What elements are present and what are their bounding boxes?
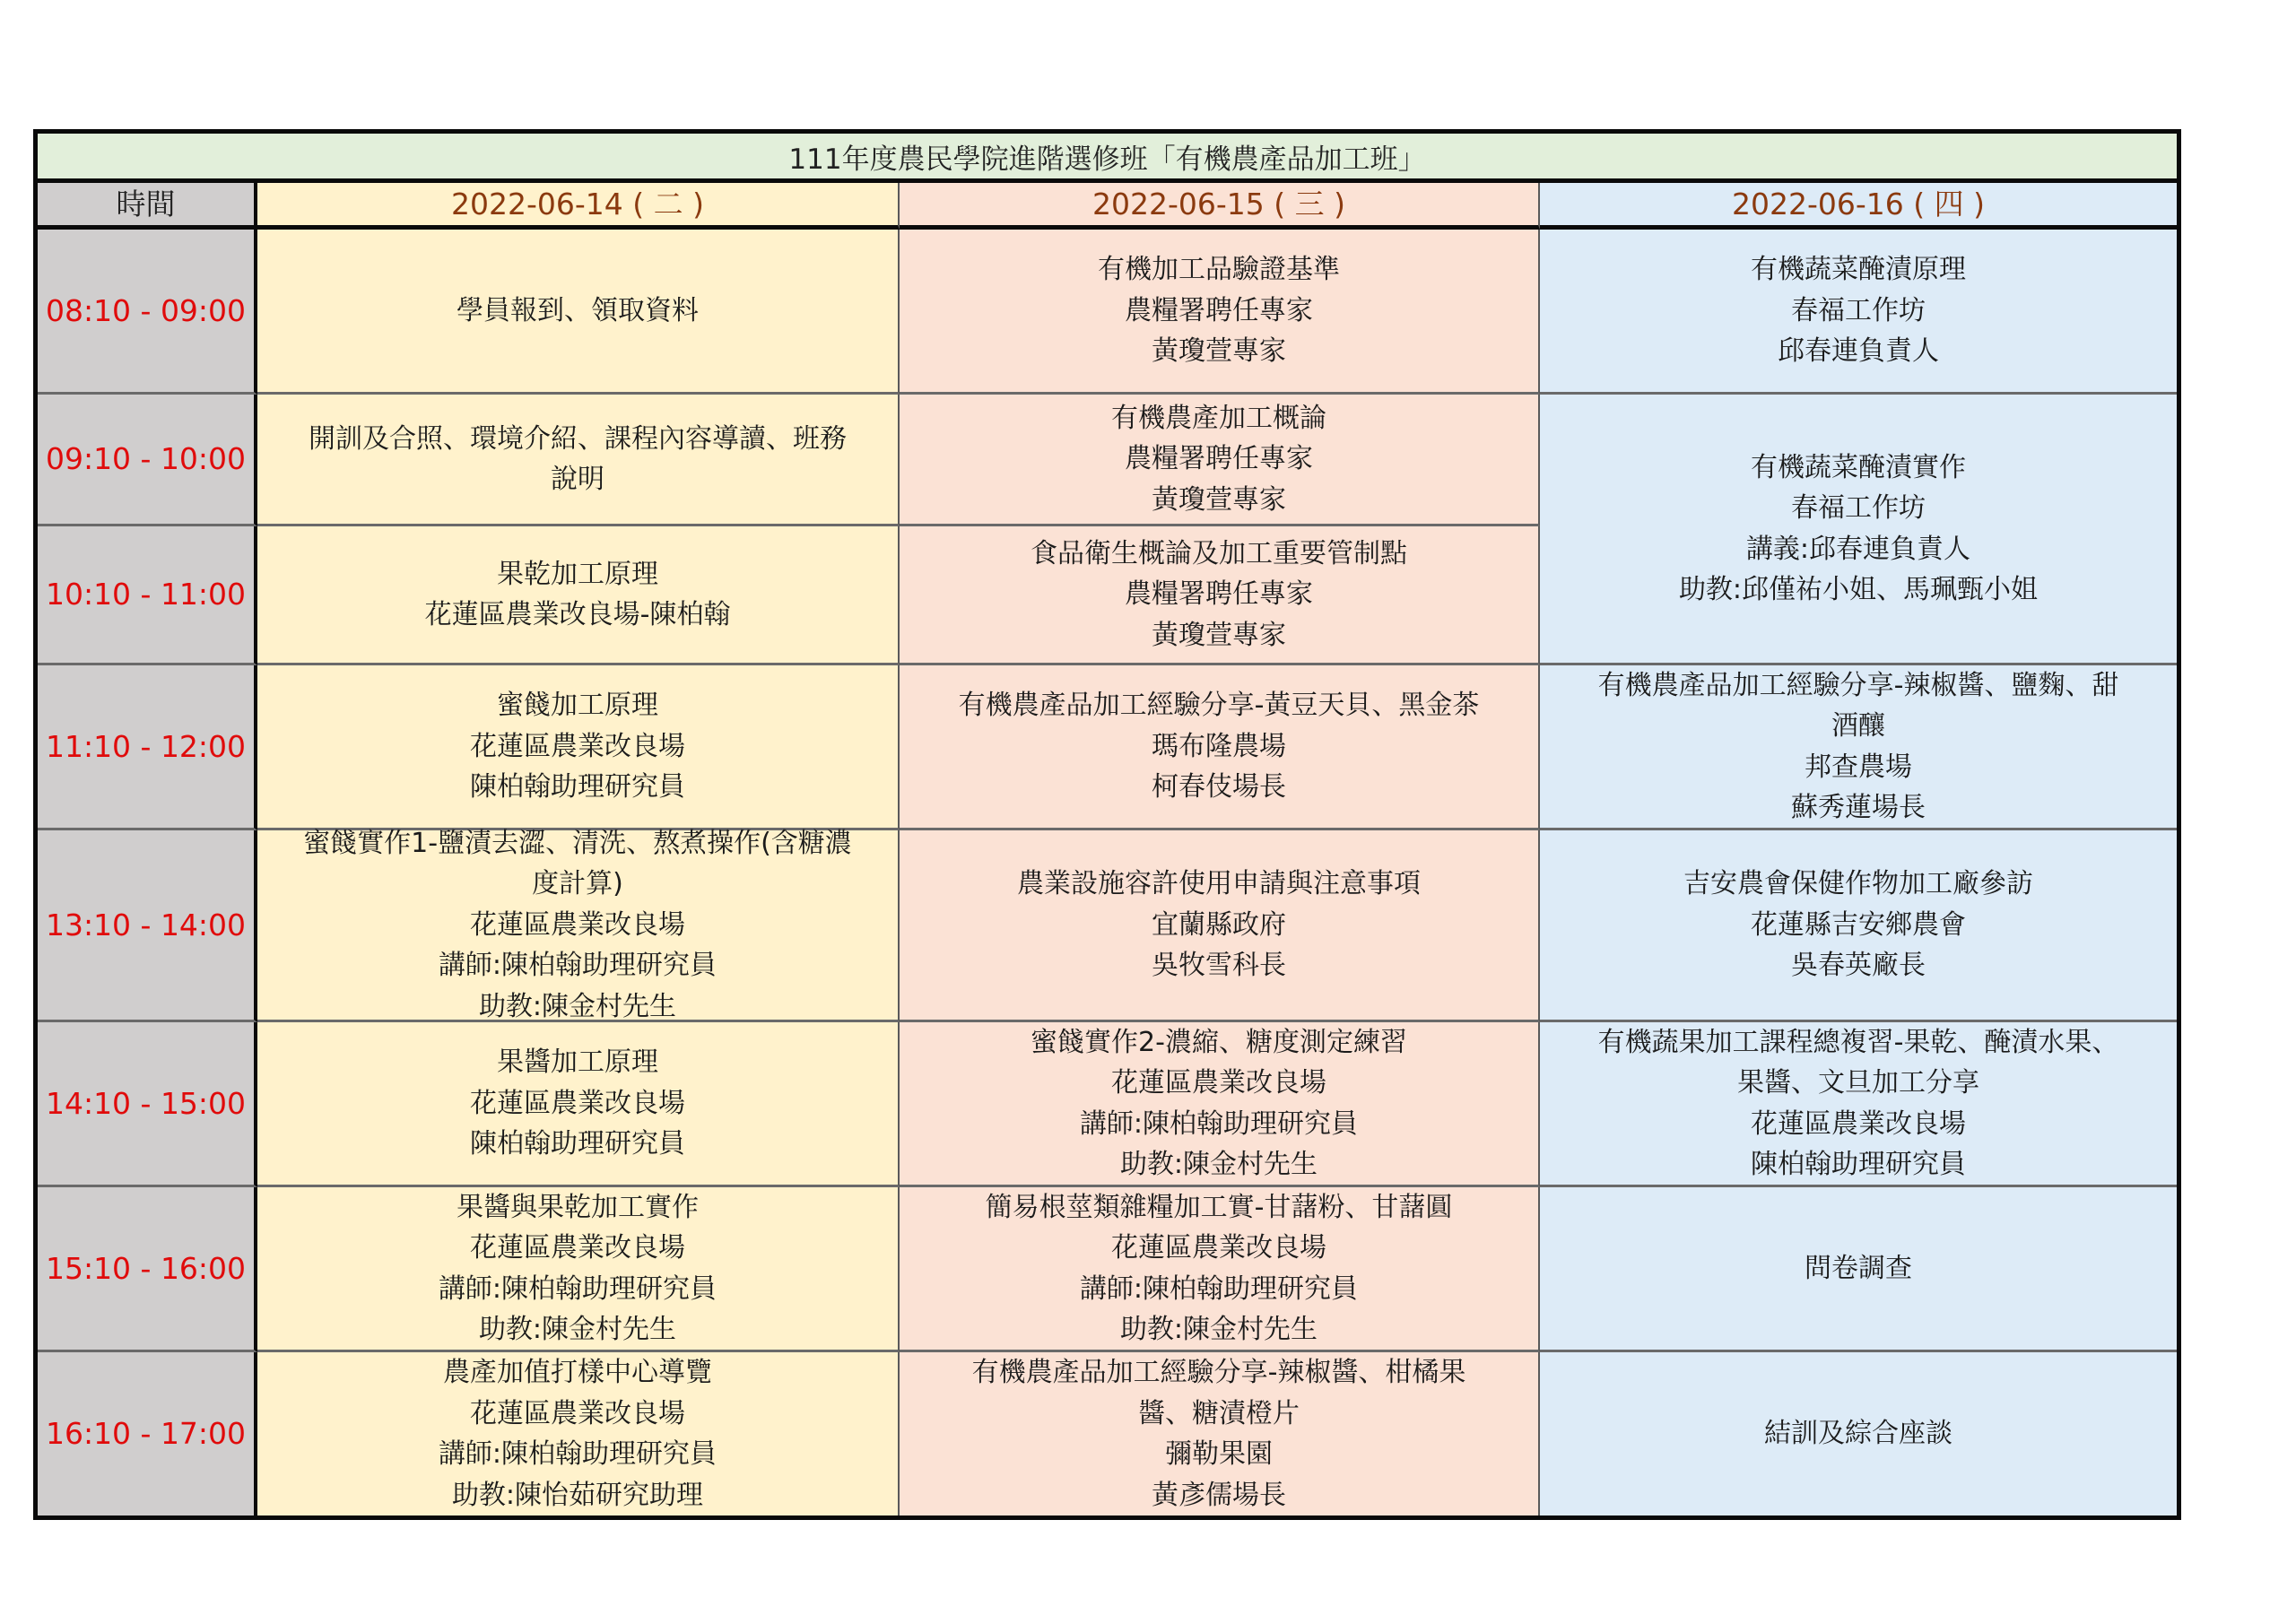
session-line: 花蓮區農業改良場 — [1751, 1107, 1966, 1140]
header-day-3: 2022-06-16 ( 四 ) — [1540, 183, 2177, 230]
session-line: 花蓮區農業改良場 — [470, 1232, 685, 1264]
session-line: 春福工作坊 — [1791, 492, 1926, 524]
session-cell-day-2 — [900, 665, 1540, 830]
session-line: 果醬與果乾加工實作 — [457, 1191, 699, 1223]
session-line: 果乾加工原理 — [497, 558, 658, 590]
session-line: 學員報到、領取資料 — [457, 294, 699, 326]
session-line: 醬、糖漬橙片 — [1138, 1397, 1300, 1429]
header-time: 時間 — [38, 183, 257, 230]
session-line: 講師:陳柏翰助理研究員 — [1079, 1107, 1359, 1140]
session-line: 柯春伎場長 — [1152, 771, 1286, 803]
session-cell-day-3 — [1540, 1352, 2177, 1515]
session-line: 有機蔬菜醃漬實作 — [1751, 451, 1966, 483]
session-cell-day-3 — [1540, 665, 2177, 830]
session-cell-day-2 — [900, 526, 1540, 665]
time-slot: 14:10 - 15:00 — [38, 1022, 257, 1187]
session-line: 助教:陳怡茹研究助理 — [451, 1479, 704, 1511]
session-line: 黃瓊萱專家 — [1152, 619, 1286, 651]
session-line: 問卷調查 — [1805, 1252, 1912, 1284]
session-line: 助教:邱僅祐小姐、馬珮甄小姐 — [1678, 574, 2039, 605]
session-line: 農業設施容許使用申請與注意事項 — [1017, 868, 1421, 900]
session-line: 花蓮區農業改良場 — [470, 730, 685, 762]
session-line: 講師:陳柏翰助理研究員 — [1079, 1272, 1359, 1305]
table-title: 111年度農民學院進階選修班「有機農產品加工班」 — [38, 134, 2177, 183]
session-line: 農糧署聘任專家 — [1125, 443, 1313, 475]
session-line: 蜜餞實作2-濃縮、糖度測定練習 — [1031, 1026, 1407, 1058]
session-line: 有機加工品驗證基準 — [1098, 254, 1340, 286]
session-cell-day-1 — [257, 526, 900, 665]
session-line: 春福工作坊 — [1791, 294, 1926, 326]
time-slot: 11:10 - 12:00 — [38, 665, 257, 830]
session-line: 度計算) — [532, 868, 623, 900]
session-line: 陳柏翰助理研究員 — [470, 1128, 685, 1160]
session-line: 有機農產加工概論 — [1111, 402, 1326, 434]
time-slot: 10:10 - 11:00 — [38, 526, 257, 665]
session-cell-day-3 — [1540, 230, 2177, 395]
session-line: 宜蘭縣政府 — [1152, 908, 1286, 941]
session-line: 助教:陳金村先生 — [1119, 1314, 1318, 1345]
session-cell-day-3 — [1540, 1187, 2177, 1352]
session-line: 蜜餞加工原理 — [497, 690, 658, 722]
session-line: 花蓮區農業改良場 — [470, 1397, 685, 1429]
session-cell-day-2 — [900, 1352, 1540, 1515]
session-line: 黃彥儒場長 — [1152, 1479, 1286, 1511]
time-slot: 09:10 - 10:00 — [38, 395, 257, 526]
session-cell-day-1 — [257, 1187, 900, 1352]
session-line: 吳春英廠長 — [1791, 950, 1926, 982]
session-line: 有機農產品加工經驗分享-黃豆天貝、黑金茶 — [958, 690, 1480, 722]
session-line: 花蓮區農業改良場 — [470, 1087, 685, 1119]
schedule-grid — [38, 183, 2177, 1515]
session-cell-day-1 — [257, 1022, 900, 1187]
session-line: 助教:陳金村先生 — [478, 990, 677, 1022]
time-slot: 16:10 - 17:00 — [38, 1352, 257, 1515]
session-line: 農糧署聘任專家 — [1125, 578, 1313, 611]
session-line: 果醬、文旦加工分享 — [1737, 1067, 1979, 1099]
session-line: 有機農產品加工經驗分享-辣椒醬、鹽麴、甜 — [1597, 669, 2119, 701]
session-cell-day-1 — [257, 827, 900, 1022]
session-line: 有機農產品加工經驗分享-辣椒醬、柑橘果 — [971, 1357, 1466, 1388]
time-slot: 15:10 - 16:00 — [38, 1187, 257, 1352]
header-day-1: 2022-06-14 ( 二 ) — [257, 183, 900, 230]
session-cell-day-1 — [257, 665, 900, 830]
session-line: 講義:邱春連負責人 — [1745, 533, 1971, 565]
session-cell-day-2 — [900, 1022, 1540, 1187]
header-day-2: 2022-06-15 ( 三 ) — [900, 183, 1540, 230]
session-line: 花蓮縣吉安鄉農會 — [1751, 908, 1966, 941]
session-line: 黃瓊萱專家 — [1152, 483, 1286, 516]
session-line: 助教:陳金村先生 — [1119, 1149, 1318, 1180]
session-line: 瑪布隆農場 — [1152, 730, 1286, 762]
session-line: 講師:陳柏翰助理研究員 — [438, 950, 718, 982]
session-line: 吳牧雪科長 — [1152, 950, 1286, 982]
session-line: 花蓮區農業改良場 — [470, 908, 685, 941]
session-line: 講師:陳柏翰助理研究員 — [438, 1438, 718, 1470]
session-line: 農產加值打樣中心導覽 — [443, 1357, 712, 1388]
session-line: 開訓及合照、環境介紹、課程內容導讀、班務 — [309, 422, 847, 455]
session-line: 說明 — [551, 464, 604, 495]
session-line: 蘇秀蓮場長 — [1791, 792, 1926, 823]
session-line: 簡易根莖類雜糧加工實-甘藷粉、甘藷圓 — [985, 1191, 1453, 1223]
time-slot: 08:10 - 09:00 — [38, 230, 257, 395]
session-cell-day-1 — [257, 395, 900, 526]
session-line: 陳柏翰助理研究員 — [1751, 1149, 1966, 1180]
session-line: 花蓮區農業改良場-陳柏翰 — [424, 599, 731, 630]
session-line: 酒釀 — [1831, 710, 1885, 742]
session-line: 農糧署聘任專家 — [1125, 294, 1313, 326]
session-cell-day-2 — [900, 395, 1540, 526]
session-cell-day-3 — [1540, 1022, 2177, 1187]
session-cell-day-2 — [900, 230, 1540, 395]
session-cell-day-1 — [257, 230, 900, 395]
session-line: 陳柏翰助理研究員 — [470, 771, 685, 803]
session-line: 蜜餞實作1-鹽漬去澀、清洗、熬煮操作(含糖濃 — [303, 827, 852, 859]
session-line: 邱春連負責人 — [1778, 335, 1939, 368]
session-line: 講師:陳柏翰助理研究員 — [438, 1272, 718, 1305]
session-line: 邦查農場 — [1805, 751, 1912, 783]
session-line: 花蓮區農業改良場 — [1111, 1067, 1326, 1099]
session-line: 結訓及綜合座談 — [1764, 1418, 1952, 1450]
session-line: 助教:陳金村先生 — [478, 1314, 677, 1345]
session-line: 有機蔬菜醃漬原理 — [1751, 254, 1966, 286]
session-line: 食品衛生概論及加工重要管制點 — [1031, 537, 1407, 569]
session-cell-day-3 — [1540, 830, 2177, 1022]
time-slot: 13:10 - 14:00 — [38, 830, 257, 1022]
session-line: 黃瓊萱專家 — [1152, 335, 1286, 368]
session-line: 有機蔬果加工課程總複習-果乾、醃漬水果、 — [1597, 1026, 2119, 1058]
session-cell-day-2 — [900, 1187, 1540, 1352]
session-cell-day-3 — [1540, 395, 2177, 665]
session-line: 吉安農會保健作物加工廠參訪 — [1683, 868, 2033, 900]
session-line: 花蓮區農業改良場 — [1111, 1232, 1326, 1264]
session-line: 彌勒果園 — [1165, 1438, 1273, 1470]
session-cell-day-1 — [257, 1352, 900, 1515]
session-line: 果醬加工原理 — [497, 1046, 658, 1079]
session-cell-day-2 — [900, 830, 1540, 1022]
schedule-table — [33, 129, 2181, 1520]
